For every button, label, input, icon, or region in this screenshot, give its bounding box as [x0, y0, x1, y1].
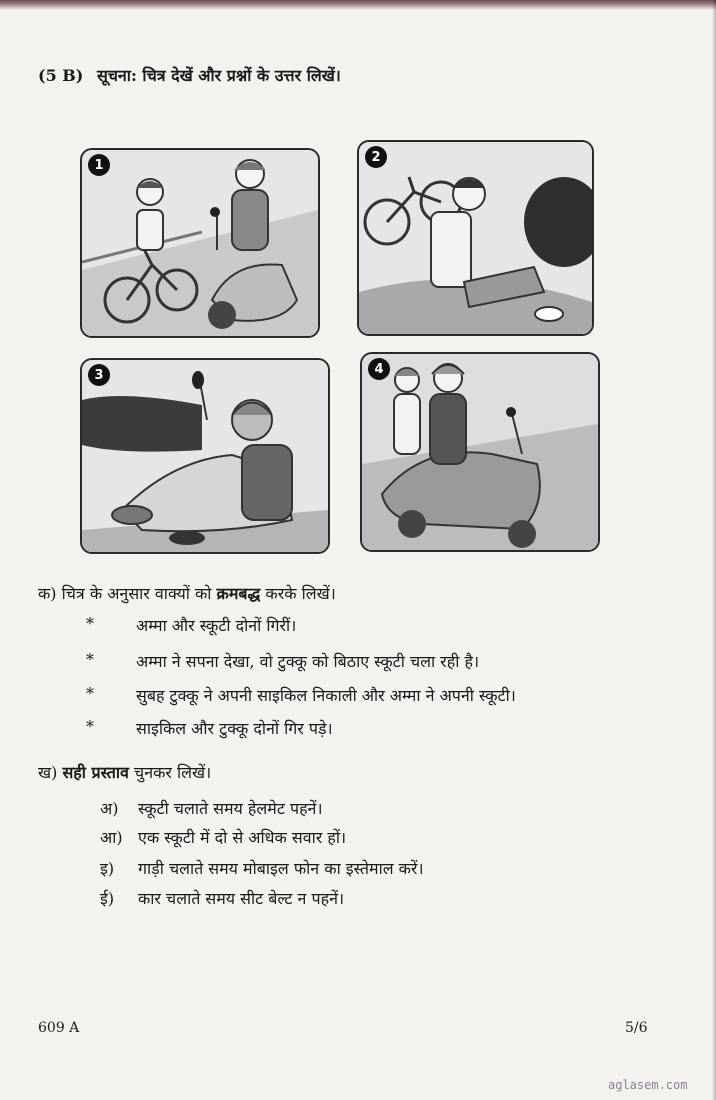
list-item-text: सुबह टुक्कू ने अपनी साइकिल निकाली और अम्मा ने अपनी स्कूटी।	[136, 686, 516, 705]
list-item-text: साइकिल और टुक्कू दोनों गिर पड़े।	[136, 719, 333, 738]
question-emphasis: सही प्रस्ताव	[62, 763, 129, 782]
picture-panel-2	[357, 140, 594, 336]
bullet-star: *	[86, 684, 94, 703]
woman-boy-riding-scooter-illustration	[362, 354, 598, 550]
bullet-star: *	[86, 614, 94, 633]
list-item-text: अम्मा और स्कूटी दोनों गिरीं।	[136, 616, 297, 635]
picture-panel-1	[80, 148, 320, 338]
section-heading	[38, 64, 341, 86]
question-text-part: चित्र के अनुसार वाक्यों को	[56, 584, 217, 603]
option-text: स्कूटी चलाते समय हेलमेट पहनें।	[138, 799, 323, 818]
section-code: (5 B)	[38, 66, 84, 85]
question-prefix: क)	[38, 584, 57, 603]
panel-number-badge: 2	[365, 146, 387, 168]
question-text-part: करके लिखें।	[260, 584, 336, 603]
page-top-edge	[0, 0, 716, 10]
woman-fallen-scooter-illustration	[82, 360, 328, 552]
option-text: कार चलाते समय सीट बेल्ट न पहनें।	[138, 889, 345, 908]
option-label: अ)	[100, 799, 119, 818]
panel-number-badge: 1	[88, 154, 110, 176]
option-label: आ)	[100, 828, 123, 847]
page-right-edge	[712, 0, 716, 1100]
question-emphasis: क्रमबद्ध	[216, 584, 261, 603]
option-label: इ)	[100, 859, 115, 878]
list-item-text: अम्मा ने सपना देखा, वो टुक्कू को बिठाए स्कूटी चला रही है।	[136, 652, 480, 671]
watermark-text: aglasem.com	[608, 1078, 688, 1092]
page-number: 5/6	[625, 1020, 648, 1036]
boy-fallen-bicycle-illustration	[359, 142, 592, 334]
option-text: गाड़ी चलाते समय मोबाइल फोन का इस्तेमाल करें।	[138, 859, 424, 878]
question-prefix: ख)	[38, 763, 58, 782]
question-kha-heading	[38, 761, 211, 783]
option-text: एक स्कूटी में दो से अधिक सवार हों।	[138, 828, 347, 847]
picture-panel-4	[360, 352, 600, 552]
panel-number-badge: 4	[368, 358, 390, 380]
bullet-star: *	[86, 650, 94, 669]
option-label: ई)	[100, 889, 115, 908]
panel-number-badge: 3	[88, 364, 110, 386]
question-ka-heading	[38, 582, 336, 604]
boy-cycling-woman-scooter-illustration	[82, 150, 318, 336]
bullet-star: *	[86, 717, 94, 736]
picture-panel-3	[80, 358, 330, 554]
question-text-part: चुनकर लिखें।	[128, 763, 212, 782]
instruction-text: सूचना: चित्र देखें और प्रश्नों के उत्तर लिखें।	[96, 66, 341, 85]
paper-code: 609 A	[38, 1020, 80, 1036]
